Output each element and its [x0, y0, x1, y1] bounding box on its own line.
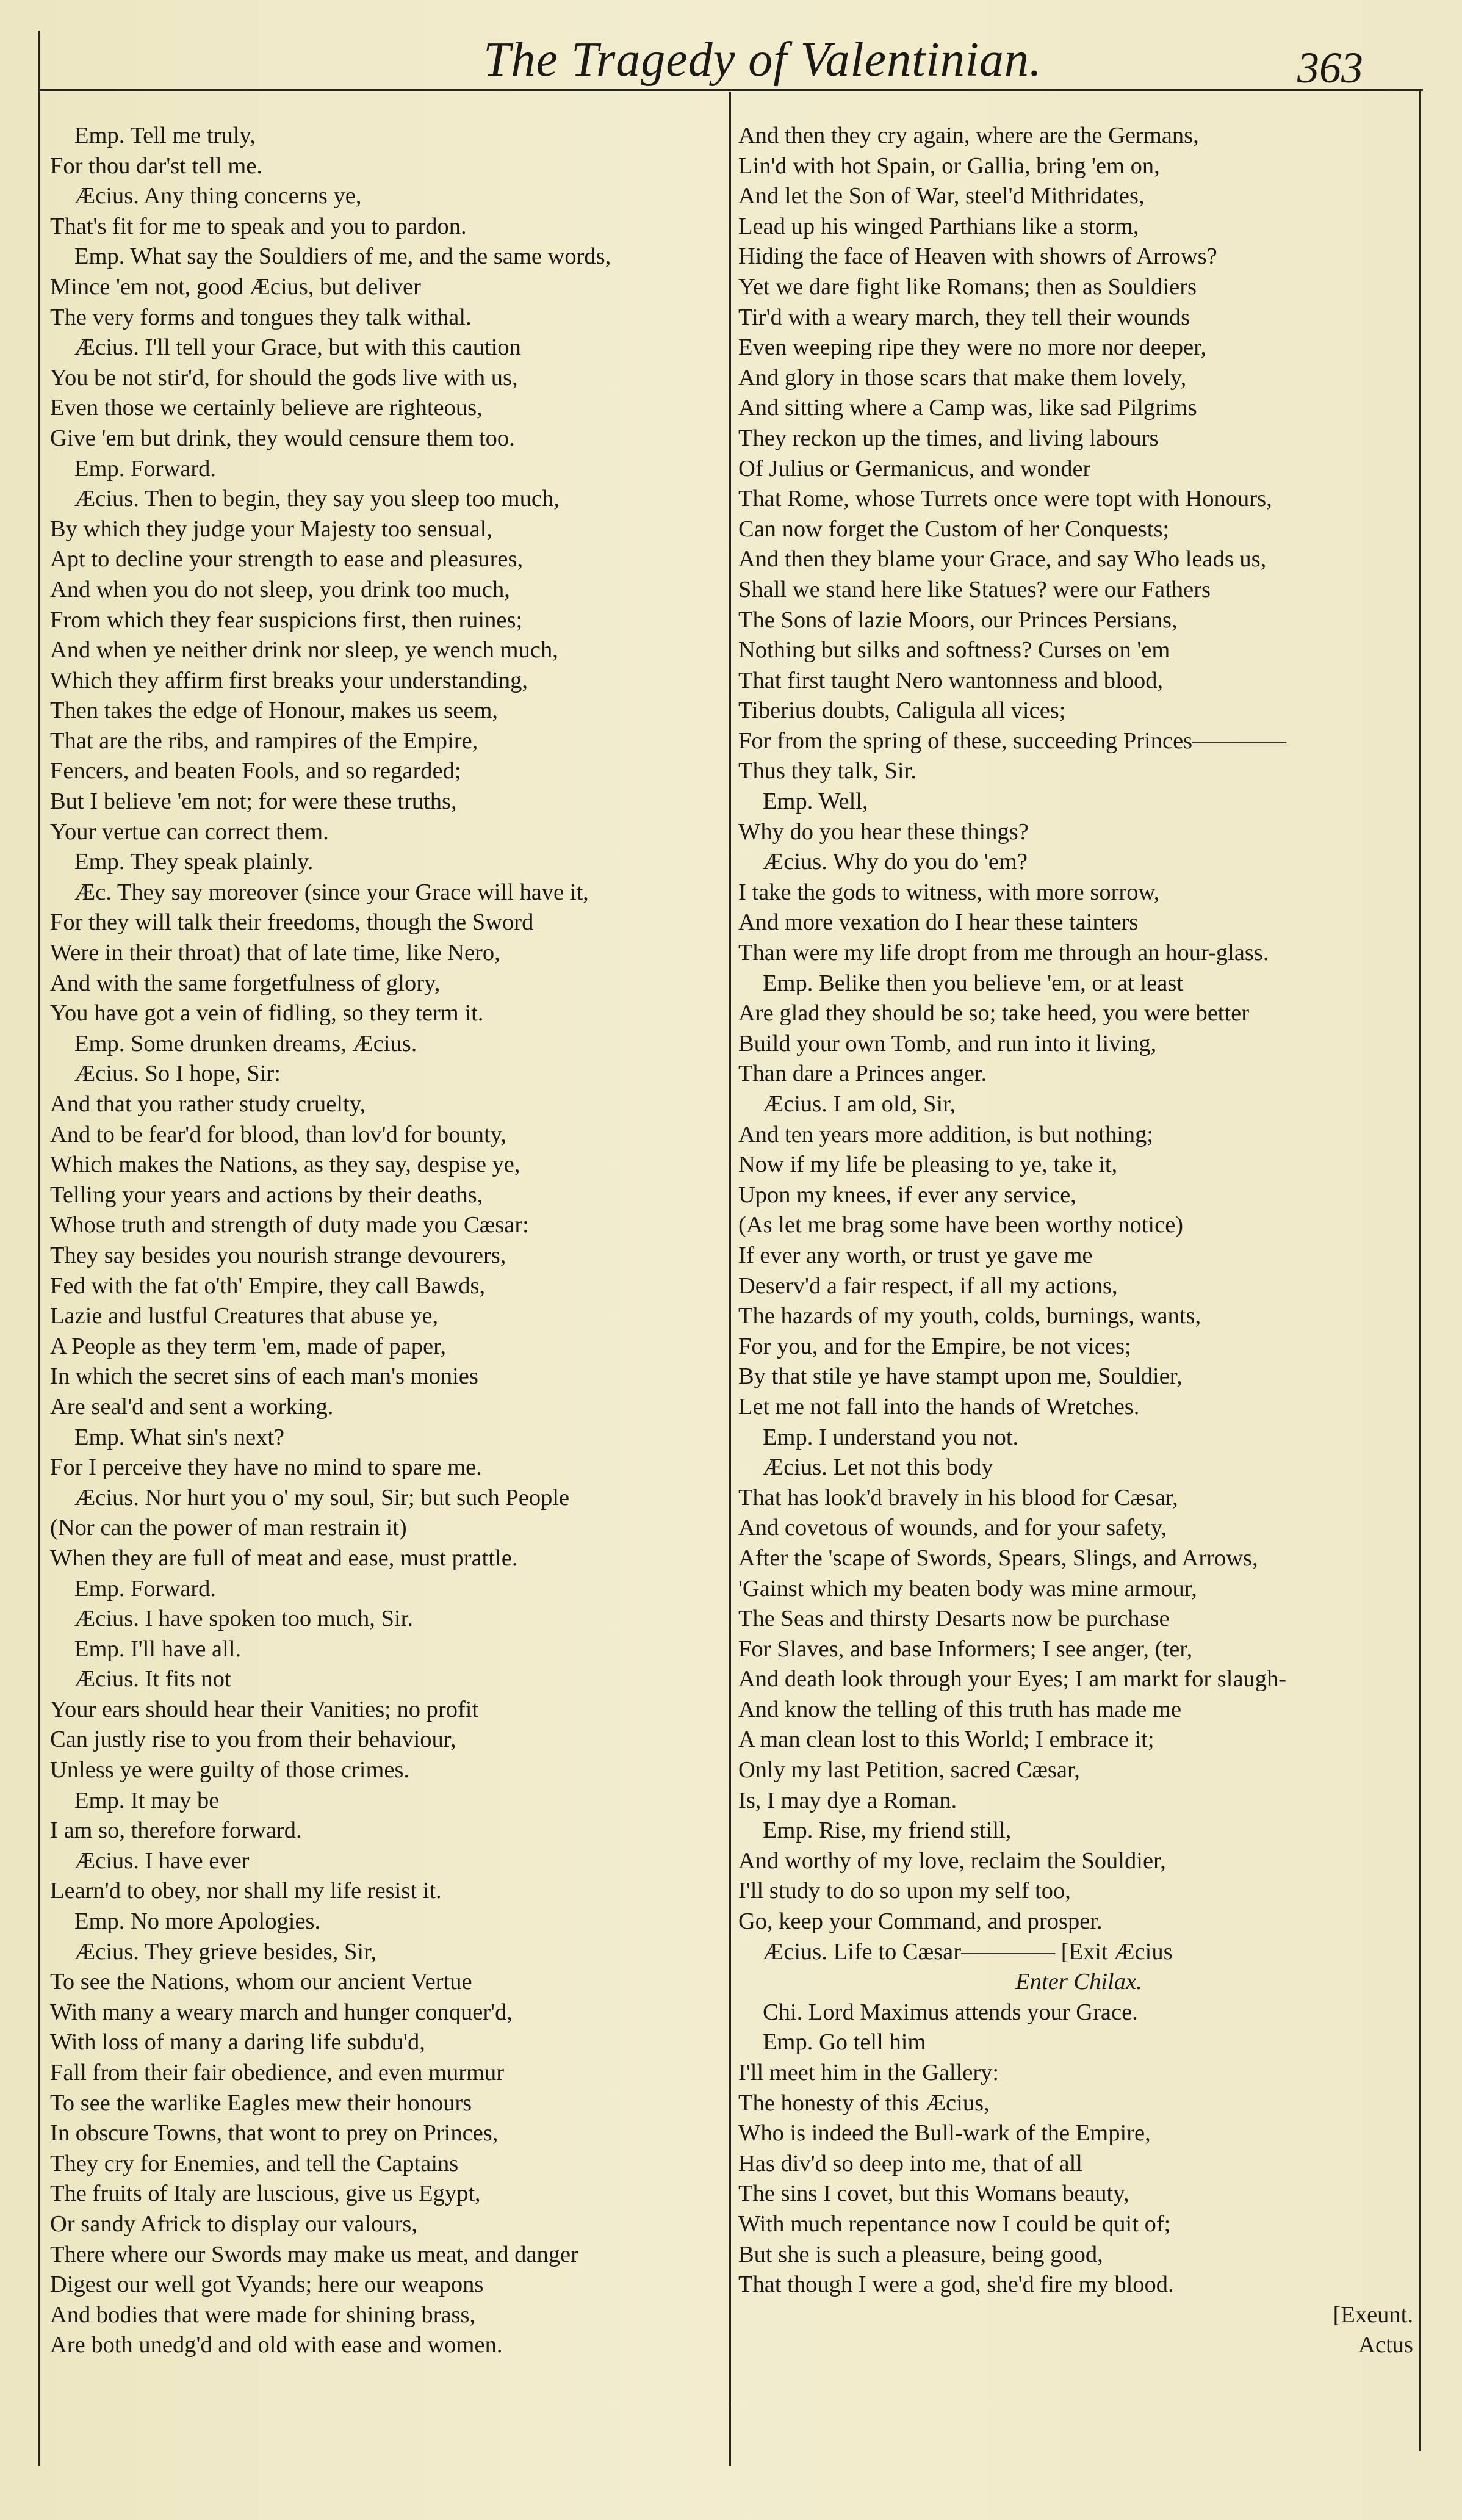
text-line: Æcius. Life to Cæsar———— [Exit Æcius	[763, 1938, 1173, 1965]
text-line: Emp. Forward.	[74, 455, 217, 482]
text-line: Æcius. It fits not	[74, 1666, 231, 1692]
text-line: Fall from their fair obedience, and even murmur	[50, 2060, 505, 2085]
text-line: The honesty of this Æcius,	[738, 2090, 990, 2116]
text-line: (Nor can the power of man restrain it)	[50, 1515, 407, 1541]
text-line: Go, keep your Command, and prosper.	[738, 1908, 1103, 1935]
text-line: And death look through your Eyes; I am markt for slaugh-	[738, 1666, 1287, 1692]
text-line: And know the telling of this truth has made me	[738, 1696, 1182, 1722]
text-line: That Rome, whose Turrets once were topt with Honours,	[738, 486, 1272, 512]
text-line: Digest our well got Vyands; here our weapons	[50, 2272, 484, 2298]
text-line: For Slaves, and base Informers; I see anger, (ter,	[738, 1636, 1193, 1662]
text-line: For they will talk their freedoms, though the Sword	[50, 909, 534, 936]
text-line: And then they cry again, where are the Germans,	[738, 123, 1199, 148]
text-line: And then they blame your Grace, and say Who leads us,	[738, 546, 1267, 572]
text-line: For you, and for the Empire, be not vices;	[738, 1333, 1131, 1359]
text-line: Deserv'd a fair respect, if all my actions,	[738, 1273, 1118, 1299]
text-line: Fed with the fat o'th' Empire, they call Bawds,	[50, 1273, 486, 1299]
text-line: And when you do not sleep, you drink too much,	[50, 576, 510, 602]
text-line: In which the secret sins of each man's monies	[50, 1363, 478, 1390]
text-line: I take the gods to witness, with more sorrow,	[738, 879, 1160, 905]
text-line: Æcius. I have ever	[74, 1847, 250, 1874]
text-line: That has look'd bravely in his blood for Cæsar,	[738, 1484, 1178, 1511]
text-line: Give 'em but drink, they would censure them too.	[50, 425, 515, 451]
text-line: Hiding the face of Heaven with showrs of Arrows?	[738, 244, 1217, 270]
text-line: And with the same forgetfulness of glory,	[50, 970, 441, 996]
header-rule	[38, 89, 1423, 91]
text-line: With much repentance now I could be quit of;	[738, 2211, 1171, 2237]
text-line: Learn'd to obey, nor shall my life resist it.	[50, 1878, 442, 1904]
text-line: Were in their throat) that of late time, like Nero,	[50, 940, 500, 966]
text-line: Upon my knees, if ever any service,	[738, 1182, 1076, 1208]
text-line: A man clean lost to this World; I embrace it;	[738, 1727, 1154, 1753]
text-line: Æc. They say moreover (since your Grace will have it,	[74, 879, 589, 905]
text-line: Than were my life dropt from me through an hour-glass.	[738, 940, 1269, 966]
text-line: Only my last Petition, sacred Cæsar,	[738, 1757, 1080, 1783]
text-line: That first taught Nero wantonness and blood,	[738, 667, 1164, 693]
text-line: Which makes the Nations, as they say, despise ye,	[50, 1152, 520, 1178]
text-line: Even weeping ripe they were no more nor deeper,	[738, 334, 1207, 361]
text-line: And more vexation do I hear these tainters	[738, 909, 1139, 936]
text-line: The Sons of lazie Moors, our Princes Persians,	[738, 607, 1178, 633]
text-line: Æcius. Then to begin, they say you sleep too much,	[74, 486, 560, 512]
text-line: And ten years more addition, is but nothing;	[738, 1121, 1154, 1147]
text-line: Emp. Some drunken dreams, Æcius.	[74, 1030, 417, 1056]
text-line: [Exeunt.	[1333, 2302, 1413, 2328]
text-line: I'll study to do so upon my self too,	[738, 1878, 1071, 1904]
text-line: Can now forget the Custom of her Conquests;	[738, 516, 1170, 542]
text-line: Æcius. Let not this body	[763, 1454, 993, 1481]
text-line: Unless ye were guilty of those crimes.	[50, 1757, 410, 1783]
text-line: Are both unedg'd and old with ease and women.	[50, 2332, 503, 2358]
text-line: They say besides you nourish strange devourers,	[50, 1242, 506, 1268]
text-line: Lazie and lustful Creatures that abuse ye,	[50, 1303, 439, 1329]
text-line: With many a weary march and hunger conquer'd,	[50, 1999, 513, 2025]
text-line: By that stile ye have stampt upon me, Souldier,	[738, 1363, 1183, 1390]
right-column	[738, 121, 1419, 2361]
text-line: Nothing but silks and softness? Curses on 'em	[738, 637, 1170, 663]
text-line: Let me not fall into the hands of Wretches.	[738, 1393, 1140, 1420]
text-line: You be not stir'd, for should the gods live with us,	[50, 364, 518, 391]
text-line: And glory in those scars that make them lovely,	[738, 364, 1187, 391]
text-line: Lin'd with hot Spain, or Gallia, bring 'em on,	[738, 153, 1160, 179]
text-line: Emp. I'll have all.	[74, 1636, 242, 1662]
text-line: Emp. I understand you not.	[763, 1424, 1019, 1450]
text-line: Æcius. I'll tell your Grace, but with this caution	[74, 334, 521, 361]
text-line: 'Gainst which my beaten body was mine armour,	[738, 1575, 1197, 1601]
text-line: Why do you hear these things?	[738, 818, 1029, 845]
text-line: And when ye neither drink nor sleep, ye wench much,	[50, 637, 558, 663]
text-line: Emp. Belike then you believe 'em, or at least	[763, 970, 1184, 996]
text-line: Build your own Tomb, and run into it living,	[738, 1030, 1157, 1056]
text-line: Apt to decline your strength to ease and pleasures,	[50, 546, 524, 572]
text-line: To see the Nations, whom our ancient Vertue	[50, 1969, 472, 1995]
right-border-rule	[1419, 89, 1421, 2451]
text-line: Æcius. Any thing concerns ye,	[74, 183, 362, 209]
text-line: By which they judge your Majesty too sensual,	[50, 516, 492, 542]
text-line: Emp. They speak plainly.	[74, 849, 314, 875]
text-line: Your vertue can correct them.	[50, 818, 329, 845]
text-line: Enter Chilax.	[1015, 1969, 1142, 1995]
text-line: Are glad they should be so; take heed, you were better	[738, 1000, 1250, 1027]
text-line: Whose truth and strength of duty made you Cæsar:	[50, 1212, 529, 1238]
text-line: A People as they term 'em, made of paper,	[50, 1333, 446, 1359]
text-line: The hazards of my youth, colds, burnings, wants,	[738, 1303, 1201, 1329]
text-line: Emp. Tell me truly,	[74, 123, 256, 148]
text-line: Then takes the edge of Honour, makes us seem,	[50, 698, 499, 724]
text-line: Æcius. So I hope, Sir:	[74, 1061, 281, 1087]
text-line: But she is such a pleasure, being good,	[738, 2241, 1103, 2267]
text-line: And that you rather study cruelty,	[50, 1091, 366, 1117]
text-line: Lead up his winged Parthians like a storm,	[738, 213, 1139, 239]
text-line: For thou dar'st tell me.	[50, 153, 263, 179]
text-line: There where our Swords may make us meat, and danger	[50, 2241, 578, 2267]
text-line: For from the spring of these, succeeding Princes————	[738, 727, 1287, 754]
text-line: Telling your years and actions by their deaths,	[50, 1182, 483, 1208]
text-line: From which they fear suspicions first, then ruines;	[50, 607, 523, 633]
text-line: Thus they talk, Sir.	[738, 758, 916, 784]
text-line: Emp. Forward.	[74, 1575, 217, 1601]
text-line: Now if my life be pleasing to ye, take it,	[738, 1152, 1118, 1178]
text-line: Æcius. I have spoken too much, Sir.	[74, 1606, 413, 1632]
text-line: Even those we certainly believe are righteous,	[50, 395, 483, 421]
left-column	[50, 121, 721, 2361]
text-line: Actus	[1358, 2332, 1413, 2358]
text-line: Fencers, and beaten Fools, and so regarded;	[50, 758, 461, 784]
text-line: And sitting where a Camp was, like sad Pilgrims	[738, 395, 1197, 421]
text-line: Than dare a Princes anger.	[738, 1061, 987, 1087]
text-line: Emp. What sin's next?	[74, 1424, 285, 1450]
text-line: When they are full of meat and ease, must prattle.	[50, 1545, 518, 1571]
text-line: Emp. It may be	[74, 1787, 220, 1813]
text-line: Your ears should hear their Vanities; no profit	[50, 1696, 479, 1722]
column-divider	[729, 92, 731, 2466]
running-title: The Tragedy of Valentinian.	[483, 33, 1042, 87]
text-line: Æcius. Why do you do 'em?	[763, 849, 1028, 875]
text-line: The fruits of Italy are luscious, give us Egypt,	[50, 2181, 481, 2207]
text-line: And covetous of wounds, and for your safety,	[738, 1515, 1167, 1541]
text-line: Emp. Well,	[763, 789, 868, 815]
text-line: Who is indeed the Bull-wark of the Empire,	[738, 2120, 1151, 2146]
text-line: In obscure Towns, that wont to prey on Princes,	[50, 2120, 499, 2146]
text-line: Emp. Rise, my friend still,	[763, 1818, 1012, 1844]
text-line: Of Julius or Germanicus, and wonder	[738, 455, 1091, 482]
text-line: And bodies that were made for shining brass,	[50, 2302, 476, 2328]
text-line: (As let me brag some have been worthy notice)	[738, 1212, 1184, 1238]
text-line: Or sandy Africk to display our valours,	[50, 2211, 417, 2237]
text-line: Yet we dare fight like Romans; then as Souldiers	[738, 273, 1197, 300]
text-line: After the 'scape of Swords, Spears, Slings, and Arrows,	[738, 1545, 1258, 1571]
text-line: Æcius. Nor hurt you o' my soul, Sir; but such People	[74, 1484, 570, 1511]
text-line: Emp. What say the Souldiers of me, and the same words,	[74, 244, 611, 270]
text-line: Emp. No more Apologies.	[74, 1908, 321, 1935]
text-line: For I perceive they have no mind to spare me.	[50, 1454, 482, 1481]
text-line: And let the Son of War, steel'd Mithridates,	[738, 183, 1145, 209]
text-line: Tir'd with a weary march, they tell their wounds	[738, 304, 1190, 330]
text-line: And worthy of my love, reclaim the Souldier,	[738, 1847, 1166, 1874]
text-line: The very forms and tongues they talk withal.	[50, 304, 472, 330]
page-number: 363	[1297, 43, 1363, 92]
text-line: That's fit for me to speak and you to pardon.	[50, 213, 467, 239]
text-line: That though I were a god, she'd fire my blood.	[738, 2272, 1174, 2298]
text-line: Tiberius doubts, Caligula all vices;	[738, 698, 1066, 724]
text-line: But I believe 'em not; for were these truths,	[50, 789, 457, 815]
text-line: With loss of many a daring life subdu'd,	[50, 2029, 425, 2056]
text-line: I'll meet him in the Gallery:	[738, 2060, 999, 2085]
text-line: Æcius. I am old, Sir,	[763, 1091, 956, 1117]
text-line: Shall we stand here like Statues? were our Fathers	[738, 576, 1211, 602]
text-line: And to be fear'd for blood, than lov'd for bounty,	[50, 1121, 507, 1147]
text-line: They cry for Enemies, and tell the Captains	[50, 2150, 459, 2176]
text-line: You have got a vein of fidling, so they term it.	[50, 1000, 484, 1027]
text-line: Chi. Lord Maximus attends your Grace.	[763, 1999, 1138, 2025]
text-line: To see the warlike Eagles mew their honours	[50, 2090, 472, 2116]
text-line: The Seas and thirsty Desarts now be purchase	[738, 1606, 1170, 1632]
text-line: They reckon up the times, and living labours	[738, 425, 1159, 451]
text-line: Emp. Go tell him	[763, 2029, 926, 2056]
text-line: Has div'd so deep into me, that of all	[738, 2150, 1083, 2176]
text-line: Are seal'd and sent a working.	[50, 1393, 334, 1420]
text-line: Mince 'em not, good Æcius, but deliver	[50, 273, 421, 300]
left-border-rule	[38, 31, 40, 2466]
text-line: That are the ribs, and rampires of the Empire,	[50, 727, 478, 754]
text-line: If ever any worth, or trust ye gave me	[738, 1242, 1093, 1268]
text-line: Æcius. They grieve besides, Sir,	[74, 1938, 376, 1965]
text-line: Which they affirm first breaks your understanding,	[50, 667, 528, 693]
text-line: I am so, therefore forward.	[50, 1818, 302, 1844]
text-line: The sins I covet, but this Womans beauty,	[738, 2181, 1129, 2207]
text-line: Can justly rise to you from their behaviour,	[50, 1727, 456, 1753]
text-line: Is, I may dye a Roman.	[738, 1787, 957, 1813]
